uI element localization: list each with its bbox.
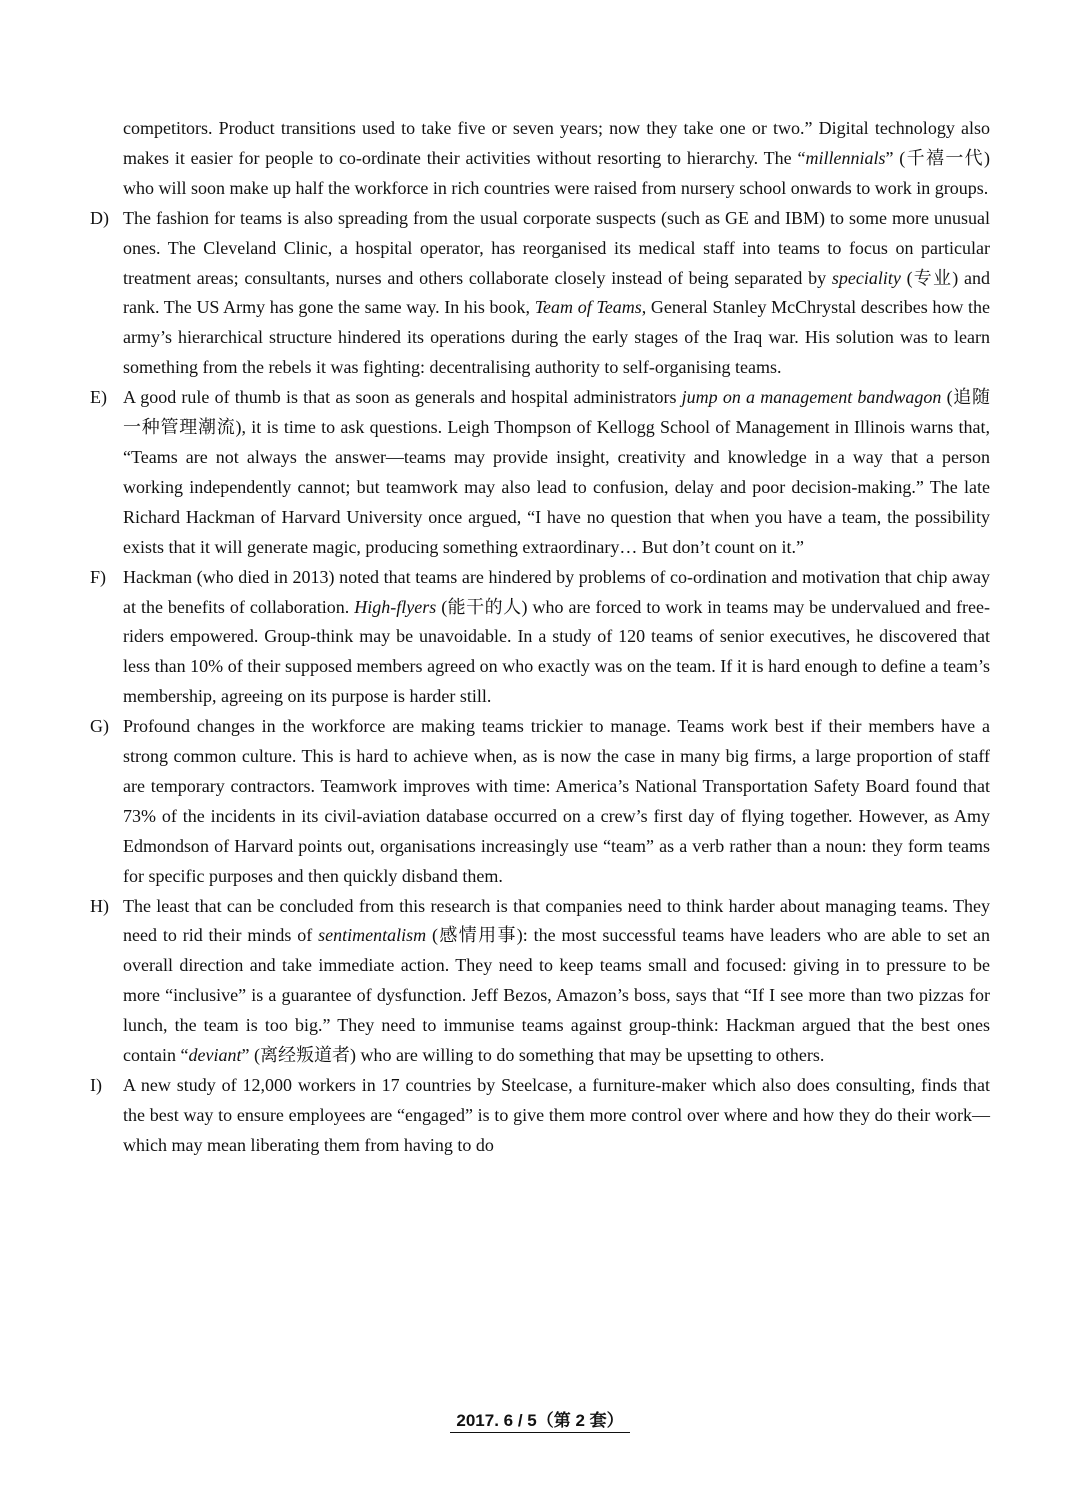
paragraph bbox=[90, 204, 990, 383]
paragraph bbox=[90, 892, 990, 1071]
paragraph-text: (专业) and rank. The US Army has gone the same way. In his book, bbox=[123, 267, 990, 318]
italic-term: speciality bbox=[831, 267, 901, 288]
paragraph-text: (感情用事): the most successful teams have leaders who are able to set an overall direction and take immediate action. They need to keep teams small and focused: giving in to pressure to be more “inclusive” is a guarantee of dysfunction. Jeff Bezos, Amazon’s boss, says that “If I see more than two pizzas for lunch, the team is too big.” They need to immunise teams against group-think: Hackman argued that the best ones contain “ bbox=[123, 925, 990, 1066]
italic-term: sentimentalism bbox=[318, 925, 427, 946]
paragraph-text: A new study of 12,000 workers in 17 countries by Steelcase, a furniture-maker which also does consulting, finds that the best way to ensure employees are “engaged” is to give them more control over where and how they do their work—which may mean liberating them from having to do bbox=[123, 1075, 990, 1155]
paragraph bbox=[90, 383, 991, 562]
italic-term: deviant bbox=[188, 1045, 242, 1066]
paragraph-text: ” (千禧一代) who will soon make up half the workforce in rich countries were raised from nursery school onwards to work in groups. bbox=[123, 147, 990, 198]
paragraph-label: D) bbox=[90, 207, 109, 228]
paragraph-label: I) bbox=[90, 1075, 102, 1095]
footer-page-number: 2017. 6 / 5（第 2 套） bbox=[450, 1406, 629, 1433]
paragraph-text: ” (离经叛道者) who are willing to do something that may be upsetting to others. bbox=[241, 1045, 825, 1066]
paragraph-text: The least that can be concluded from this research is that companies need to think harder about managing teams. They need to rid their minds of bbox=[123, 895, 990, 946]
article-body bbox=[90, 114, 991, 1161]
italic-term: High-flyers bbox=[354, 596, 437, 617]
paragraph-text: A good rule of thumb is that as soon as generals and hospital administrators bbox=[123, 387, 682, 408]
italic-term: jump on a management bandwagon bbox=[681, 387, 942, 408]
paragraph bbox=[90, 563, 990, 713]
page-footer bbox=[0, 1406, 1080, 1433]
paragraph-text: Profound changes in the workforce are making teams trickier to manage. Teams work best if their members have a strong common culture. This is hard to achieve when, as is now the case in many big firms, a large proportion of staff are temporary contractors. Teamwork improves with time: America’s National Transportation Safety Board found that 73% of the incidents in its civil-aviation database occurred on a crew’s first day of flying together. However, as Amy Edmondson of Harvard points out, organisations increasingly use “team” as a verb rather than a noun: they form teams for specific purposes and then quickly disband them. bbox=[123, 716, 990, 886]
paragraph-text: competitors. Product transitions used to take five or seven years; now they take one or two.” Digital technology also makes it easier for people to co-ordinate their activities without resorting to hierarchy. The “ bbox=[123, 118, 990, 168]
italic-term: Team of Teams bbox=[534, 297, 642, 318]
italic-term: millennials bbox=[805, 147, 886, 168]
paragraph bbox=[90, 712, 990, 891]
paragraph-label: G) bbox=[90, 716, 109, 737]
paragraph-text: (追随一种管理潮流), it is time to ask questions. Leigh Thompson of Kellogg School of Management in Illinois warns that, “Teams are not always the answer—teams may provide insight, creativity and knowledge in a way that a person working independently cannot; but teamwork may also lead to confusion, delay and poor decision-making.” The late Richard Hackman of Harvard University once argued, “I have no question that when you have a team, the possibility exists that it will generate magic, producing something extraordinary… But don’t count on it.” bbox=[123, 387, 991, 557]
paragraph bbox=[90, 1071, 990, 1161]
paragraph-label: F) bbox=[90, 566, 107, 587]
paragraph-label: E) bbox=[90, 387, 107, 408]
paragraph-label: H) bbox=[90, 895, 109, 916]
paragraph-text: , General Stanley McChrystal describes how the army’s hierarchical structure hindered its operations during the early stages of the Iraq war. His solution was to learn something from the rebels it was fighting: decentralising authority to self-organising teams. bbox=[123, 297, 990, 378]
paragraph-text: Hackman (who died in 2013) noted that teams are hindered by problems of co-ordination and motivation that chip away at the benefits of collaboration. bbox=[123, 566, 990, 617]
paragraph-text: The fashion for teams is also spreading from the usual corporate suspects (such as GE and IBM) to some more unusual ones. The Cleveland Clinic, a hospital operator, has reorganised its medical staff into teams to focus on particular treatment areas; consultants, nurses and others collaborate closely instead of being separated by bbox=[123, 207, 990, 288]
paragraph bbox=[123, 114, 990, 204]
paragraph-text: (能干的人) who are forced to work in teams may be undervalued and free-riders empowered. Group-think may be unavoidable. In a study of 120 teams of senior executives, he discovered that less than 10% of their supposed members agreed on who exactly was on the team. If it is hard enough to define a team’s membership, agreeing on its purpose is harder still. bbox=[123, 596, 990, 707]
